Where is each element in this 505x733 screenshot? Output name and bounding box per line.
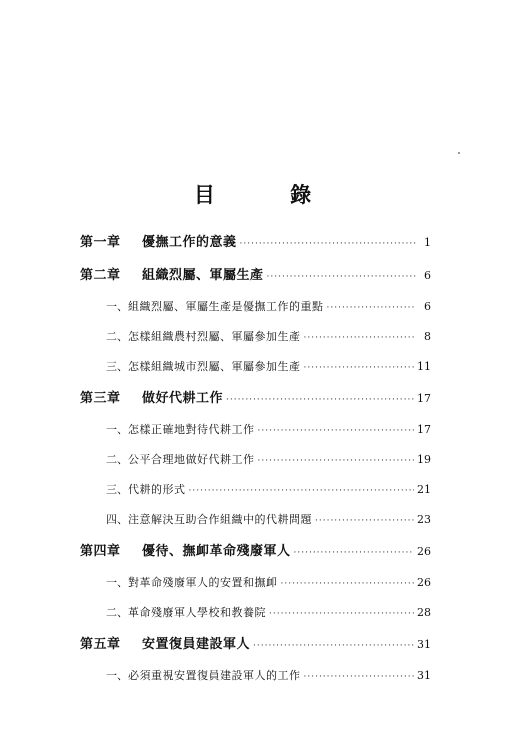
dot-leader [294,537,414,570]
toc-section-row[interactable] [80,475,431,505]
section-title: 對革命殘廢軍人的安置和撫卹 [128,576,278,589]
page-number: 23 [417,513,431,526]
chapter-number: 第五章 [80,637,121,652]
section-title: 公平合理地做好代耕工作 [128,453,255,466]
section-number: 四、 [106,513,128,526]
toc-section-row[interactable] [80,445,431,475]
chapter-number: 第二章 [80,268,121,283]
dot-leader [269,599,414,629]
chapter-title: 優待、撫卹革命殘廢軍人 [142,544,291,559]
chapter-title: 做好代耕工作 [142,391,224,406]
section-title: 革命殘廢軍人學校和教養院 [128,606,266,619]
chapter-title: 組織烈屬、軍屬生產 [142,268,264,283]
section-number: 三、 [106,360,128,373]
dot-leader [258,446,415,476]
page-number: 31 [417,669,431,682]
toc-section-row[interactable] [80,505,431,535]
page-number: 17 [417,423,431,436]
dot-leader [253,630,414,663]
section-number: 二、 [106,606,128,619]
section-number: 一、 [106,669,128,682]
section-number: 二、 [106,330,128,343]
section-number: 二、 [106,453,128,466]
section-title: 代耕的形式 [128,483,186,496]
page-number: 11 [417,360,431,373]
toc-chapter-row[interactable] [80,628,431,661]
dot-leader [304,323,417,353]
page-number: 17 [417,392,431,405]
page-number: 19 [417,453,431,466]
dot-leader [304,662,415,692]
page-number: 6 [424,269,431,282]
section-number: 一、 [106,423,128,436]
toc-section-row[interactable] [80,598,431,628]
page-title: 目 錄 [193,183,346,207]
section-number: 一、 [106,300,128,313]
dot-leader [315,506,414,536]
dot-leader [258,416,415,446]
chapter-number: 第四章 [80,544,121,559]
page-number: 26 [417,545,431,558]
page-number: 28 [417,606,431,619]
chapter-title: 優撫工作的意義 [142,235,237,250]
table-of-contents [80,226,431,691]
page-number: 6 [424,300,431,313]
dot-leader [267,261,416,294]
toc-chapter-row[interactable] [80,226,431,259]
section-title: 必須重視安置復員建設軍人的工作 [128,669,301,682]
scan-speck [458,152,460,154]
chapter-title: 安置復員建設軍人 [142,637,251,652]
section-title: 組織烈屬、軍屬生產是優撫工作的重點 [128,300,324,313]
chapter-number: 第三章 [80,391,121,406]
toc-section-row[interactable] [80,352,431,382]
dot-leader [304,353,415,383]
toc-section-row[interactable] [80,292,431,322]
section-number: 一、 [106,576,128,589]
toc-chapter-row[interactable] [80,535,431,568]
dot-leader [240,228,416,261]
page-number: 26 [417,576,431,589]
section-title: 注意解決互助合作組織中的代耕問題 [128,513,312,526]
page-number: 21 [417,483,431,496]
toc-section-row[interactable] [80,568,431,598]
section-title: 怎樣正確地對待代耕工作 [128,423,255,436]
page-number: 8 [424,330,431,343]
chapter-number: 第一章 [80,235,121,250]
page-number: 1 [424,236,431,249]
dot-leader [189,476,415,506]
dot-leader [281,569,415,599]
toc-section-row[interactable] [80,661,431,691]
toc-section-row[interactable] [80,415,431,445]
page-number: 31 [417,638,431,651]
dot-leader [226,384,414,417]
dot-leader [327,293,417,323]
section-number: 三、 [106,483,128,496]
section-title: 怎樣組織城市烈屬、軍屬參加生產 [128,360,301,373]
toc-chapter-row[interactable] [80,259,431,292]
section-title: 怎樣組織農村烈屬、軍屬參加生產 [128,330,301,343]
toc-chapter-row[interactable] [80,382,431,415]
toc-section-row[interactable] [80,322,431,352]
